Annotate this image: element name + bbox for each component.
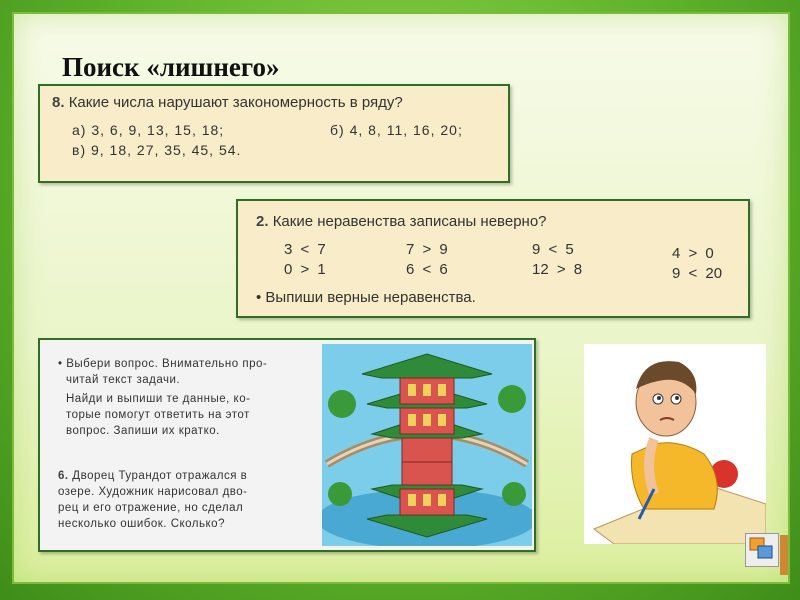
problem-line-text: Дворец Турандот отражался в xyxy=(72,470,248,482)
problem-line: несколько ошибок. Сколько? xyxy=(58,518,225,530)
problem-line: рец и его отражение, но сделал xyxy=(58,502,244,514)
slide-title: Поиск «лишнего» xyxy=(62,52,280,82)
exercise-8-card xyxy=(38,84,510,183)
exercise-2-number: 2. xyxy=(256,213,269,230)
inequality: 9 < 5 xyxy=(532,241,574,258)
pagoda-illustration xyxy=(322,344,532,546)
exercise-8-number: 8. xyxy=(52,94,65,111)
exercise-6-card xyxy=(38,338,536,552)
exercise-8-question xyxy=(52,94,403,111)
instruction-line: торые помогут ответить на этот xyxy=(66,409,250,421)
exercise-2-card xyxy=(236,199,750,318)
edge-decoration xyxy=(780,535,788,575)
exercise-2-question-text: Какие неравенства записаны неверно? xyxy=(272,213,547,230)
thinking-boy-illustration xyxy=(584,344,766,544)
instruction-line: Найди и выпиши те данные, ко- xyxy=(66,393,251,405)
powerpoint-icon[interactable] xyxy=(745,533,779,567)
inequality: 7 > 9 xyxy=(406,241,448,258)
inequality: 12 > 8 xyxy=(532,261,583,278)
exercise-8-question-text: Какие числа нарушают закономерность в ряду? xyxy=(68,94,403,111)
slide xyxy=(12,12,790,584)
inequality: 3 < 7 xyxy=(284,241,326,258)
inequality: 9 < 20 xyxy=(672,265,723,282)
exercise-2-task: • Выпиши верные неравенства. xyxy=(256,289,476,306)
exercise-6-instructions xyxy=(58,356,320,439)
instruction-line: • Выбери вопрос. Внимательно про- xyxy=(58,358,268,370)
exercise-8-row-b: б) 4, 8, 11, 16, 20; xyxy=(330,122,463,138)
inequality: 0 > 1 xyxy=(284,261,326,278)
inequality: 4 > 0 xyxy=(672,245,714,262)
exercise-2-question xyxy=(256,213,547,230)
instruction-line: читай текст задачи. xyxy=(66,374,181,386)
exercise-6-number: 6. xyxy=(58,470,69,482)
instruction-line: вопрос. Запиши их кратко. xyxy=(66,425,220,437)
problem-line: озере. Художник нарисовал дво- xyxy=(58,486,248,498)
exercise-6-problem xyxy=(58,468,320,532)
problem-line xyxy=(58,468,320,484)
exercise-8-row-a: а) 3, 6, 9, 13, 15, 18; xyxy=(72,122,225,138)
exercise-8-row-c: в) 9, 18, 27, 35, 45, 54. xyxy=(72,142,242,158)
inequality: 6 < 6 xyxy=(406,261,448,278)
